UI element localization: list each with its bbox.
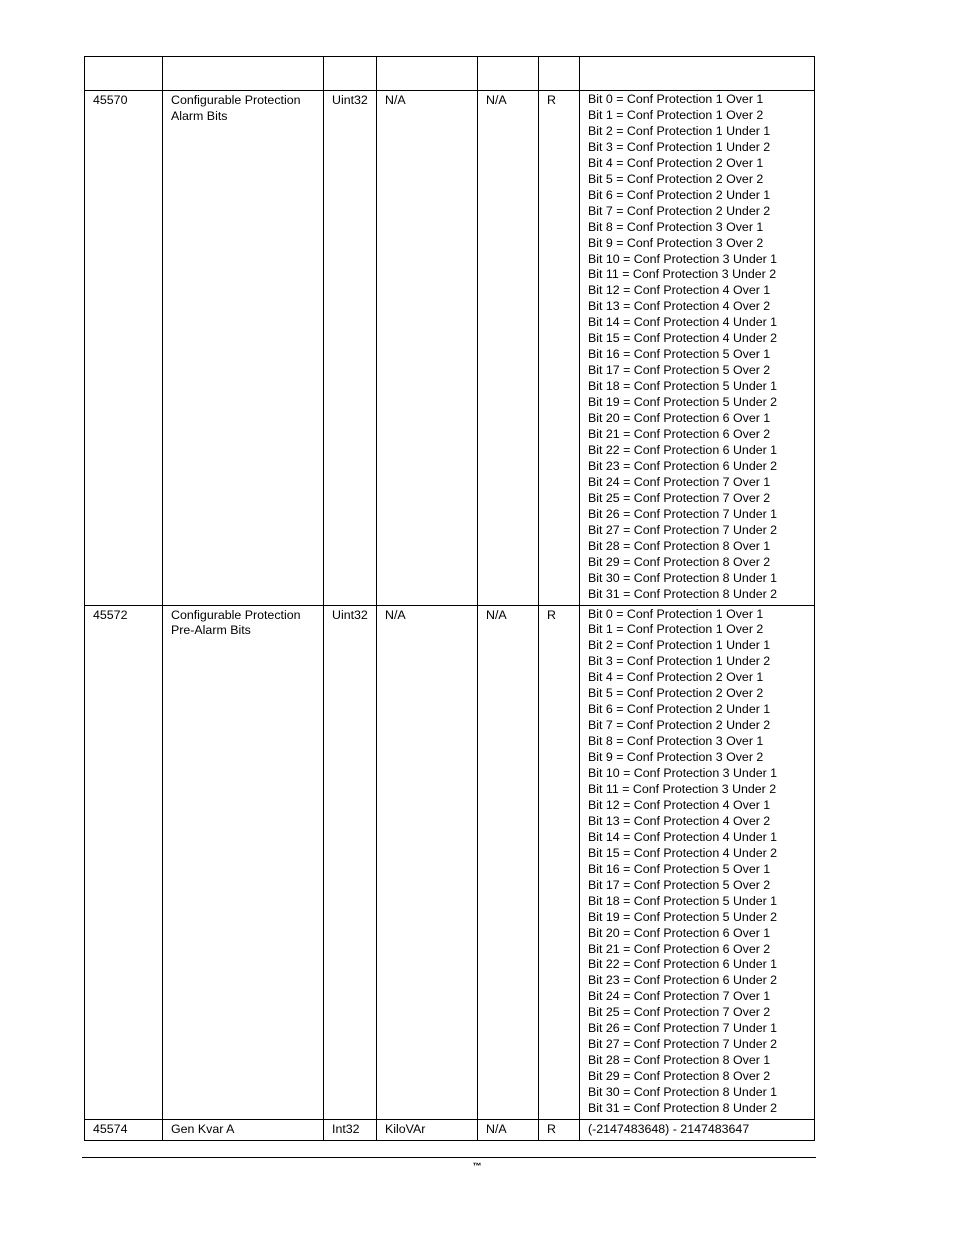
type-cell: Int32 — [324, 1120, 377, 1141]
access-cell: R — [539, 91, 580, 606]
table-header-row — [85, 57, 815, 91]
header-cell-units — [377, 57, 478, 91]
range-cell: Bit 0 = Conf Protection 1 Over 1 Bit 1 = Conf Protection 1 Over 2 Bit 2 = Conf Protection 1 Under 1 Bit 3 = Conf Protection 1 Under 2 Bit 4 = Conf Protection 2 Over 1 Bit 5 = Conf Protection 2 Over 2 Bit 6 = Conf Protection 2 Under 1 Bit 7 = Conf Protection 2 Under 2 Bit 8 = Conf Protection 3 Over 1 Bit 9 = Conf Protection 3 Over 2 Bit 10 = Conf Protection 3 Under 1 Bit 11 = Conf Protection 3 Under 2 Bit 12 = Conf Protection 4 Over 1 Bit 13 = Conf Protection 4 Over 2 Bit 14 = Conf Protection 4 Under 1 Bit 15 = Conf Protection 4 Under 2 Bit 16 = Conf Protection 5 Over 1 Bit 17 = Conf Protection 5 Over 2 Bit 18 = Conf Protection 5 Under 1 Bit 19 = Conf Protection 5 Under 2 Bit 20 = Conf Protection 6 Over 1 Bit 21 = Conf Protection 6 Over 2 Bit 22 = Conf Protection 6 Under 1 Bit 23 = Conf Protection 6 Under 2 Bit 24 = Conf Protection 7 Over 1 Bit 25 = Conf Protection 7 Over 2 Bit 26 = Conf Protection 7 Under 1 Bit 27 = Conf Protection 7 Under 2 Bit 28 = Conf Protection 8 Over 1 Bit 29 = Conf Protection 8 Over 2 Bit 30 = Conf Protection 8 Under 1 Bit 31 = Conf Protection 8 Under 2 — [580, 605, 815, 1120]
type-cell: Uint32 — [324, 605, 377, 1120]
description-cell: Configurable Protection Pre-Alarm Bits — [163, 605, 324, 1120]
units-cell: KiloVAr — [377, 1120, 478, 1141]
access-cell: R — [539, 1120, 580, 1141]
header-cell-range — [580, 57, 815, 91]
trademark-mark: ™ — [472, 1161, 482, 1171]
header-cell-scale — [478, 57, 539, 91]
type-cell: Uint32 — [324, 91, 377, 606]
register-cell: 45574 — [85, 1120, 163, 1141]
units-cell: N/A — [377, 605, 478, 1120]
footer-divider — [82, 1157, 816, 1158]
description-cell: Configurable Protection Alarm Bits — [163, 91, 324, 606]
scale-cell: N/A — [478, 91, 539, 606]
range-cell: Bit 0 = Conf Protection 1 Over 1 Bit 1 = Conf Protection 1 Over 2 Bit 2 = Conf Protection 1 Under 1 Bit 3 = Conf Protection 1 Under 2 Bit 4 = Conf Protection 2 Over 1 Bit 5 = Conf Protection 2 Over 2 Bit 6 = Conf Protection 2 Under 1 Bit 7 = Conf Protection 2 Under 2 Bit 8 = Conf Protection 3 Over 1 Bit 9 = Conf Protection 3 Over 2 Bit 10 = Conf Protection 3 Under 1 Bit 11 = Conf Protection 3 Under 2 Bit 12 = Conf Protection 4 Over 1 Bit 13 = Conf Protection 4 Over 2 Bit 14 = Conf Protection 4 Under 1 Bit 15 = Conf Protection 4 Under 2 Bit 16 = Conf Protection 5 Over 1 Bit 17 = Conf Protection 5 Over 2 Bit 18 = Conf Protection 5 Under 1 Bit 19 = Conf Protection 5 Under 2 Bit 20 = Conf Protection 6 Over 1 Bit 21 = Conf Protection 6 Over 2 Bit 22 = Conf Protection 6 Under 1 Bit 23 = Conf Protection 6 Under 2 Bit 24 = Conf Protection 7 Over 1 Bit 25 = Conf Protection 7 Over 2 Bit 26 = Conf Protection 7 Under 1 Bit 27 = Conf Protection 7 Under 2 Bit 28 = Conf Protection 8 Over 1 Bit 29 = Conf Protection 8 Over 2 Bit 30 = Conf Protection 8 Under 1 Bit 31 = Conf Protection 8 Under 2 — [580, 91, 815, 606]
range-cell: (-2147483648) - 2147483647 — [580, 1120, 815, 1141]
table-row — [85, 1120, 815, 1141]
scale-cell: N/A — [478, 1120, 539, 1141]
table-row — [85, 91, 815, 606]
units-cell: N/A — [377, 91, 478, 606]
header-cell-access — [539, 57, 580, 91]
access-cell: R — [539, 605, 580, 1120]
table-row — [85, 605, 815, 1120]
header-cell-description — [163, 57, 324, 91]
scale-cell: N/A — [478, 605, 539, 1120]
description-cell: Gen Kvar A — [163, 1120, 324, 1141]
register-cell: 45572 — [85, 605, 163, 1120]
register-cell: 45570 — [85, 91, 163, 606]
header-cell-type — [324, 57, 377, 91]
register-table — [84, 56, 815, 1141]
header-cell-register — [85, 57, 163, 91]
